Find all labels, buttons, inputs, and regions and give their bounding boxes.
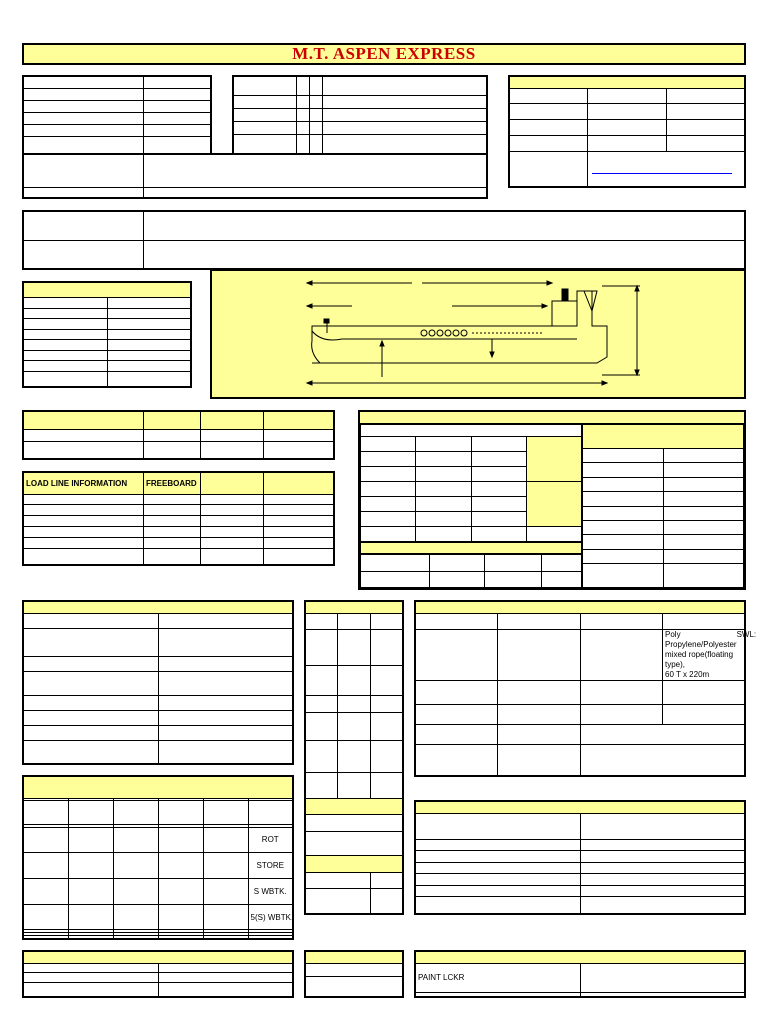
contact-table xyxy=(508,75,746,188)
bottom-left-table xyxy=(22,950,294,998)
particulars-table-1 xyxy=(22,75,212,155)
document-title-bar xyxy=(22,43,746,65)
right-lower-table xyxy=(414,800,746,915)
draft-table xyxy=(22,410,335,460)
particulars-table-2 xyxy=(22,153,488,199)
email-link-line[interactable] xyxy=(592,163,732,174)
dimensions-table xyxy=(22,281,192,388)
middle-column-table xyxy=(304,600,404,915)
tank-item: 5(S) WBTK. xyxy=(250,912,294,922)
tank-item: STORE xyxy=(256,861,284,871)
ship-profile-diagram xyxy=(210,269,746,399)
mooring-table xyxy=(414,600,757,777)
bottom-right-table xyxy=(414,950,746,998)
freeboard-label: FREEBOARD xyxy=(146,478,197,488)
ship-profile-icon xyxy=(212,271,744,397)
cargo-tank-panel xyxy=(358,410,746,590)
tank-item: ROT xyxy=(261,835,279,845)
rope-description: Poly Propylene/Polyester mixed rope(floating type), xyxy=(665,629,737,669)
load-line-table xyxy=(22,471,335,566)
document-title: M.T. ASPEN EXPRESS xyxy=(292,44,476,63)
bottom-middle-table xyxy=(304,950,404,998)
remarks-table xyxy=(22,210,746,270)
tank-capacity-table xyxy=(22,775,294,940)
particulars-table-3 xyxy=(232,75,488,155)
load-line-heading: LOAD LINE INFORMATION xyxy=(26,478,128,488)
equipment-table xyxy=(22,600,294,765)
rope-size: 60 T x 220m xyxy=(665,669,710,679)
paint-locker-label: PAINT LCKR xyxy=(418,973,465,983)
rope-swl-label: SWL: xyxy=(736,629,757,639)
tank-item: S WBTK. xyxy=(253,886,287,896)
